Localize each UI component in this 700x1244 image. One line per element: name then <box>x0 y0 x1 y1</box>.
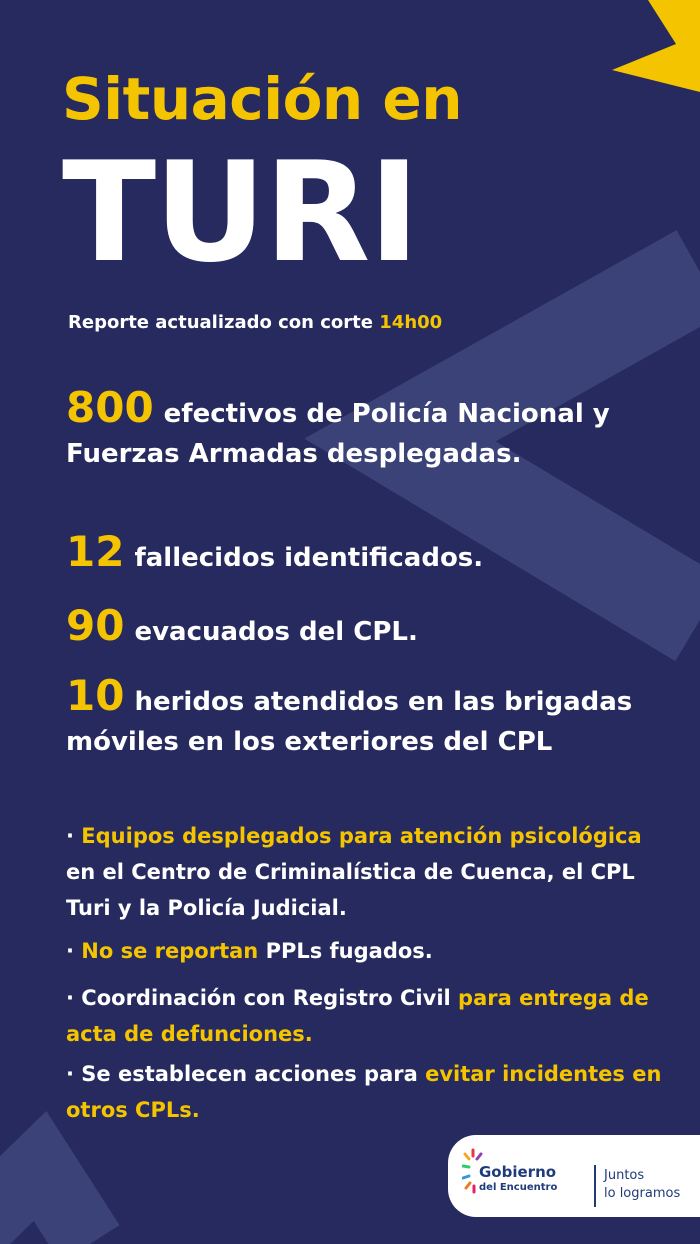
bullet-psychological-support <box>66 818 666 926</box>
stat-number: 90 <box>66 601 125 650</box>
stat-text: heridos atendidos en las brigadas móviles en los exteriores del CPL <box>66 687 633 757</box>
bullet-highlight: para entrega de acta de defunciones. <box>66 986 649 1046</box>
stat-text: efectivos de Policía Nacional y Fuerzas Armadas desplegadas. <box>66 399 610 469</box>
bullet-text: PPLs fugados. <box>265 939 433 963</box>
stat-text: fallecidos identificados. <box>134 543 484 573</box>
stat-number: 800 <box>66 383 154 432</box>
logo-slogan-line-1: Juntos <box>604 1168 645 1183</box>
logo-name: Gobierno <box>479 1163 557 1181</box>
bullet-prevent-incidents <box>66 1056 666 1128</box>
bullet-highlight: evitar incidentes en otros CPLs. <box>66 1062 662 1122</box>
bullet-marker: · <box>66 939 74 963</box>
stat-text: evacuados del CPL. <box>134 617 418 647</box>
logo-slogan <box>604 1167 680 1203</box>
report-prefix: Reporte actualizado con corte <box>68 312 373 333</box>
government-logo <box>448 1135 700 1217</box>
title-line-1: Situación en <box>62 65 463 133</box>
stat-officers <box>66 383 666 474</box>
bullet-marker: · <box>66 824 74 848</box>
bullet-civil-registry <box>66 980 666 1052</box>
bullet-text: Se establecen acciones para <box>81 1062 418 1086</box>
bullet-no-escapes <box>66 933 666 969</box>
title-line-2: TURI <box>62 132 418 293</box>
stat-number: 12 <box>66 527 125 576</box>
bullet-highlight: Equipos desplegados para atención psicológica <box>81 824 642 848</box>
bullet-highlight: No se reportan <box>81 939 259 963</box>
logo-slogan-line-2: lo logramos <box>604 1186 681 1201</box>
stat-number: 10 <box>66 671 125 720</box>
report-timestamp <box>68 312 442 333</box>
bullet-text: Coordinación con Registro Civil <box>81 986 451 1010</box>
stat-injured <box>66 671 666 762</box>
logo-divider <box>594 1165 596 1207</box>
bullet-marker: · <box>66 986 74 1010</box>
bullet-text: en el Centro de Criminalística de Cuenca, el CPL Turi y la Policía Judicial. <box>66 860 635 920</box>
report-time: 14h00 <box>379 312 443 333</box>
stat-evacuated <box>66 601 666 652</box>
logo-subname: del Encuentro <box>479 1182 558 1193</box>
bullet-marker: · <box>66 1062 74 1086</box>
stat-deceased <box>66 527 666 578</box>
